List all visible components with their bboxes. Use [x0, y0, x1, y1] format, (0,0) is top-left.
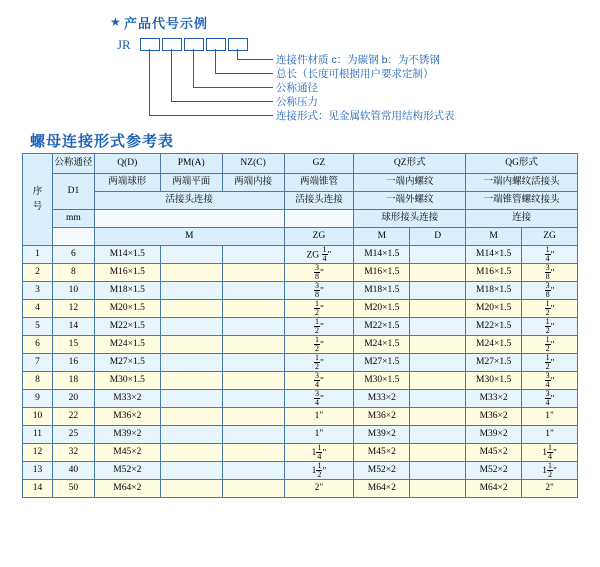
cell-serial: 6: [23, 336, 53, 354]
cell-pm-m: [160, 318, 222, 336]
code-box-5: [228, 38, 248, 51]
cell-qz-d: [410, 318, 466, 336]
code-note-total-length: 总长（长度可根据用户要求定制）: [276, 68, 434, 80]
cell-serial: 14: [23, 480, 53, 498]
cell-qz-m: M30×1.5: [354, 372, 410, 390]
cell-gz-zg: $\frac{3}{8}$ ": [284, 264, 354, 282]
cell-nz-m: [222, 336, 284, 354]
cell-qg-zg: $\frac{1}{2}$ ": [522, 318, 578, 336]
table-row: [23, 264, 578, 282]
cell-serial: 9: [23, 390, 53, 408]
header-d1: D1: [52, 174, 94, 210]
leader-line-2-horizontal: [215, 73, 273, 74]
header-serial: 序 号: [23, 154, 53, 246]
code-note-nominal-pressure: 公称压力: [276, 96, 318, 108]
table-row: [23, 282, 578, 300]
cell-serial: 8: [23, 372, 53, 390]
cell-gz-zg: 1 $\frac{1}{2}$ ": [284, 462, 354, 480]
cell-q-m: M64×2: [94, 480, 160, 498]
cell-qz-d: [410, 390, 466, 408]
code-diagram-title: 产品代号示例: [124, 16, 209, 31]
cell-serial: 11: [23, 426, 53, 444]
cell-qz-m: M16×1.5: [354, 264, 410, 282]
header-sub-qz-m: M: [354, 228, 410, 246]
cell-pm-m: [160, 354, 222, 372]
cell-qg-m: M33×2: [466, 390, 522, 408]
cell-pm-m: [160, 246, 222, 264]
header-sub-qg-m: M: [466, 228, 522, 246]
cell-serial: 4: [23, 300, 53, 318]
cell-nominal-diameter: 14: [52, 318, 94, 336]
cell-qg-m: M22×1.5: [466, 318, 522, 336]
cell-qz-d: [410, 462, 466, 480]
cell-qg-zg: 1": [522, 408, 578, 426]
cell-qz-d: [410, 336, 466, 354]
header-sub-zg-gz: ZG: [284, 228, 354, 246]
cell-q-m: M36×2: [94, 408, 160, 426]
table-row: [23, 372, 578, 390]
cell-pm-m: [160, 300, 222, 318]
header-group-gz-type: 两端锥管: [284, 174, 354, 192]
leader-line-2-vertical: [215, 49, 216, 73]
header-connect-qz: 球形接头连接: [354, 210, 466, 228]
cell-serial: 10: [23, 408, 53, 426]
cell-nominal-diameter: 25: [52, 426, 94, 444]
cell-pm-m: [160, 408, 222, 426]
cell-qz-m: M18×1.5: [354, 282, 410, 300]
cell-q-m: M30×1.5: [94, 372, 160, 390]
cell-qg-zg: $\frac{3}{8}$ ": [522, 282, 578, 300]
table-row: [23, 318, 578, 336]
header-group-qg-type: 一端内螺纹活接头: [466, 174, 578, 192]
cell-qg-zg: 1 $\frac{1}{4}$ ": [522, 444, 578, 462]
header-blank-left: [94, 210, 284, 228]
cell-qz-m: M33×2: [354, 390, 410, 408]
cell-serial: 7: [23, 354, 53, 372]
cell-pm-m: [160, 390, 222, 408]
cell-serial: 2: [23, 264, 53, 282]
spec-table: [22, 153, 578, 498]
cell-pm-m: [160, 372, 222, 390]
cell-q-m: M45×2: [94, 444, 160, 462]
table-header-row-4: [23, 210, 578, 228]
star-icon: ★: [110, 15, 121, 29]
header-group-nz-code: NZ(C): [222, 154, 284, 174]
cell-qg-zg: $\frac{3}{4}$ ": [522, 372, 578, 390]
cell-nominal-diameter: 8: [52, 264, 94, 282]
cell-qg-m: M18×1.5: [466, 282, 522, 300]
cell-qz-d: [410, 480, 466, 498]
cell-serial: 12: [23, 444, 53, 462]
cell-pm-m: [160, 462, 222, 480]
cell-qg-m: M36×2: [466, 408, 522, 426]
table-header-row-2: [23, 174, 578, 192]
cell-qz-d: [410, 300, 466, 318]
table-row: [23, 480, 578, 498]
leader-line-3-vertical: [193, 49, 194, 87]
cell-qg-m: M14×1.5: [466, 246, 522, 264]
cell-nominal-diameter: 16: [52, 354, 94, 372]
cell-q-m: M39×2: [94, 426, 160, 444]
leader-line-3-horizontal: [193, 87, 273, 88]
cell-q-m: M52×2: [94, 462, 160, 480]
cell-qz-d: [410, 282, 466, 300]
header-group-nz-type: 两端内接: [222, 174, 284, 192]
header-group-qz-type2: 一端外螺纹: [354, 192, 466, 210]
cell-q-m: M16×1.5: [94, 264, 160, 282]
cell-qg-zg: $\frac{1}{2}$ ": [522, 300, 578, 318]
cell-qz-d: [410, 246, 466, 264]
code-note-material: 连接件材质 c：为碳钢 b：为不锈钢: [276, 54, 440, 66]
cell-gz-zg: 1 $\frac{1}{4}$ ": [284, 444, 354, 462]
table-row: [23, 408, 578, 426]
cell-qz-m: M45×2: [354, 444, 410, 462]
cell-nz-m: [222, 300, 284, 318]
cell-qg-zg: $\frac{3}{8}$ ": [522, 264, 578, 282]
cell-qg-zg: 1 $\frac{1}{2}$ ": [522, 462, 578, 480]
header-sub-qz-d: D: [410, 228, 466, 246]
code-note-connection-type: 连接形式：见金属软管常用结构形式表: [276, 110, 455, 122]
cell-qg-m: M52×2: [466, 462, 522, 480]
cell-gz-zg: 1": [284, 426, 354, 444]
code-box-3: [184, 38, 204, 51]
header-connect-activejoint: 活接头连接: [94, 192, 284, 210]
cell-qz-m: M52×2: [354, 462, 410, 480]
header-connect-gz: 活接头连接: [284, 192, 354, 210]
cell-qz-m: M36×2: [354, 408, 410, 426]
table-row: [23, 426, 578, 444]
cell-nz-m: [222, 372, 284, 390]
header-group-q-type: 两端球形: [94, 174, 160, 192]
cell-qz-m: M20×1.5: [354, 300, 410, 318]
cell-serial: 13: [23, 462, 53, 480]
cell-nominal-diameter: 12: [52, 300, 94, 318]
cell-nz-m: [222, 354, 284, 372]
cell-qg-m: M64×2: [466, 480, 522, 498]
cell-qz-d: [410, 372, 466, 390]
header-group-pm-code: PM(A): [160, 154, 222, 174]
cell-nominal-diameter: 15: [52, 336, 94, 354]
header-blank-gz: [284, 210, 354, 228]
cell-gz-zg: $\frac{1}{2}$ ": [284, 336, 354, 354]
cell-nz-m: [222, 444, 284, 462]
cell-qz-d: [410, 264, 466, 282]
table-row: [23, 462, 578, 480]
cell-qg-m: M16×1.5: [466, 264, 522, 282]
cell-serial: 1: [23, 246, 53, 264]
table-row: [23, 390, 578, 408]
cell-qg-zg: $\frac{3}{4}$ ": [522, 390, 578, 408]
header-group-q-code: Q(D): [94, 154, 160, 174]
cell-qg-zg: 2": [522, 480, 578, 498]
cell-qz-m: M22×1.5: [354, 318, 410, 336]
header-sub-qg-zg: ZG: [522, 228, 578, 246]
cell-qg-zg: 1": [522, 426, 578, 444]
cell-qz-m: M24×1.5: [354, 336, 410, 354]
table-header-row-1: [23, 154, 578, 174]
cell-pm-m: [160, 480, 222, 498]
header-sub-m-left: M: [94, 228, 284, 246]
table-header-row-3: [23, 192, 578, 210]
table-row: [23, 354, 578, 372]
table-row: [23, 246, 578, 264]
product-code-diagram: [0, 0, 600, 130]
cell-qg-zg: $\frac{1}{2}$ ": [522, 336, 578, 354]
code-box-1: [140, 38, 160, 51]
cell-q-m: M27×1.5: [94, 354, 160, 372]
table-row: [23, 444, 578, 462]
header-mm-unit: mm: [52, 210, 94, 228]
cell-qg-m: M45×2: [466, 444, 522, 462]
header-blank-dn: [52, 228, 94, 246]
cell-nz-m: [222, 264, 284, 282]
cell-gz-zg: $\frac{3}{4}$ ": [284, 372, 354, 390]
cell-qg-m: M27×1.5: [466, 354, 522, 372]
page-title: 螺母连接形式参考表: [30, 133, 175, 150]
cell-nominal-diameter: 10: [52, 282, 94, 300]
cell-q-m: M18×1.5: [94, 282, 160, 300]
cell-qg-zg: $\frac{1}{2}$ ": [522, 354, 578, 372]
cell-pm-m: [160, 426, 222, 444]
cell-gz-zg: ZG $\frac{1}{4}$ ": [284, 246, 354, 264]
cell-qg-m: M30×1.5: [466, 372, 522, 390]
cell-nominal-diameter: 20: [52, 390, 94, 408]
cell-nominal-diameter: 50: [52, 480, 94, 498]
cell-nominal-diameter: 6: [52, 246, 94, 264]
header-connect-qg: 连接: [466, 210, 578, 228]
cell-nz-m: [222, 282, 284, 300]
table-header-row-5: [23, 228, 578, 246]
cell-gz-zg: $\frac{1}{2}$ ": [284, 354, 354, 372]
cell-nominal-diameter: 32: [52, 444, 94, 462]
code-box-4: [206, 38, 226, 51]
header-group-qg-code: QG形式: [466, 154, 578, 174]
cell-serial: 3: [23, 282, 53, 300]
code-note-nominal-diameter: 公称通径: [276, 82, 318, 94]
leader-line-5-vertical: [149, 49, 150, 115]
cell-gz-zg: $\frac{3}{4}$ ": [284, 390, 354, 408]
header-group-pm-type: 两端平面: [160, 174, 222, 192]
cell-nz-m: [222, 480, 284, 498]
header-group-qg-type2: 一端锥管螺纹接头: [466, 192, 578, 210]
cell-gz-zg: 2": [284, 480, 354, 498]
cell-nominal-diameter: 18: [52, 372, 94, 390]
cell-q-m: M33×2: [94, 390, 160, 408]
table-row: [23, 300, 578, 318]
cell-nz-m: [222, 426, 284, 444]
header-group-gz-code: GZ: [284, 154, 354, 174]
table-row: [23, 336, 578, 354]
code-prefix-label: JR: [117, 37, 131, 52]
leader-line-4-vertical: [171, 49, 172, 101]
cell-qz-m: M27×1.5: [354, 354, 410, 372]
cell-qg-zg: $\frac{1}{4}$ ": [522, 246, 578, 264]
cell-q-m: M14×1.5: [94, 246, 160, 264]
cell-nz-m: [222, 462, 284, 480]
cell-nz-m: [222, 408, 284, 426]
cell-qg-m: M20×1.5: [466, 300, 522, 318]
cell-qg-m: M24×1.5: [466, 336, 522, 354]
leader-line-5-horizontal: [149, 115, 273, 116]
cell-pm-m: [160, 336, 222, 354]
cell-qz-d: [410, 444, 466, 462]
cell-qz-d: [410, 426, 466, 444]
code-box-2: [162, 38, 182, 51]
header-group-qz-code: QZ形式: [354, 154, 466, 174]
table-body: [23, 246, 578, 498]
header-nominal-diameter: 公称通径: [52, 154, 94, 174]
cell-gz-zg: 1": [284, 408, 354, 426]
cell-pm-m: [160, 282, 222, 300]
cell-gz-zg: $\frac{1}{2}$ ": [284, 300, 354, 318]
cell-pm-m: [160, 264, 222, 282]
cell-q-m: M20×1.5: [94, 300, 160, 318]
cell-nz-m: [222, 390, 284, 408]
cell-gz-zg: $\frac{1}{2}$ ": [284, 318, 354, 336]
cell-qz-m: M14×1.5: [354, 246, 410, 264]
cell-nominal-diameter: 22: [52, 408, 94, 426]
cell-nz-m: [222, 246, 284, 264]
cell-serial: 5: [23, 318, 53, 336]
cell-qz-m: M39×2: [354, 426, 410, 444]
cell-q-m: M24×1.5: [94, 336, 160, 354]
cell-pm-m: [160, 444, 222, 462]
leader-line-4-horizontal: [171, 101, 273, 102]
leader-line-1-horizontal: [237, 59, 273, 60]
cell-gz-zg: $\frac{3}{8}$ ": [284, 282, 354, 300]
cell-nominal-diameter: 40: [52, 462, 94, 480]
cell-qg-m: M39×2: [466, 426, 522, 444]
cell-qz-d: [410, 408, 466, 426]
header-group-qz-type: 一端内螺纹: [354, 174, 466, 192]
cell-qz-d: [410, 354, 466, 372]
leader-line-1-vertical: [237, 49, 238, 59]
cell-qz-m: M64×2: [354, 480, 410, 498]
cell-nz-m: [222, 318, 284, 336]
cell-q-m: M22×1.5: [94, 318, 160, 336]
